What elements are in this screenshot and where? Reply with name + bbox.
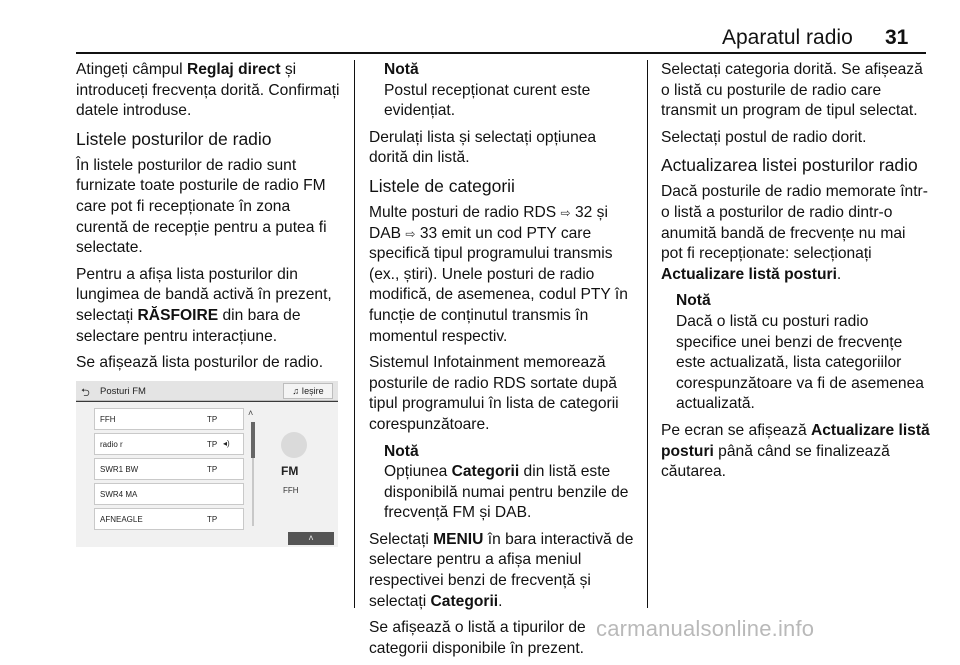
page-number: 31 xyxy=(885,26,909,49)
station-row: AFNEAGLE TP xyxy=(94,508,244,530)
paragraph: Se afișează lista posturilor de radio. xyxy=(76,354,324,372)
column-1 xyxy=(76,60,346,380)
paragraph: Selectați postul de radio dorit. xyxy=(661,128,867,146)
page-reference-icon: ⇨ xyxy=(405,226,416,241)
paragraph: Se afișează o listă a tipurilor de categorii disponibile în prezent. xyxy=(369,619,586,657)
note-block: Notă Postul recepționat curent este evidențiat. xyxy=(384,61,591,120)
chevron-up-icon: ˄ xyxy=(248,408,254,418)
band-label: FM xyxy=(281,464,299,478)
paragraph: Selectați categoria dorită. Se afișează o listă cu posturile de radio care transmit un program de tipul selectat. xyxy=(661,61,923,120)
back-arrow-icon: ⮌ xyxy=(81,387,90,399)
station-row: radio r TP ◂) xyxy=(94,433,244,455)
note-block: Notă Opțiunea Categorii din listă este disponibilă numai pentru benzile de frecvență FM și DAB. xyxy=(384,442,629,522)
page-reference-icon: ⇨ xyxy=(560,205,571,220)
chevron-up-icon: ˄ xyxy=(288,532,334,545)
station-row: SWR1 BW TP xyxy=(94,458,244,480)
scrollbar xyxy=(248,408,258,532)
exit-button: ♫ Ieșire xyxy=(283,383,333,399)
paragraph: Pe ecran se afișează Actualizare listă posturi până când se finalizează căutarea. xyxy=(661,421,930,481)
music-note-icon: ♫ xyxy=(292,386,300,396)
heading-station-lists: Listele posturilor de radio xyxy=(76,128,272,149)
section-title: Aparatul radio xyxy=(722,26,853,49)
paragraph: În listele posturilor de radio sunt furnizate toate posturile de radio FM care pot fi recepționate în zona curentă de recepție pentru a putea fi selectate. xyxy=(76,156,327,257)
paragraph: Pentru a afișa lista posturilor din lungimea de bandă activă în prezent, selectați RĂSFOIRE din bara de selectare pentru interacțiune. xyxy=(76,265,332,345)
paragraph: Selectați MENIU în bara interactivă de selectare pentru a afișa meniul respectivei benzi de frecvență și selectați Categorii. xyxy=(369,530,634,610)
screen-body xyxy=(76,402,338,547)
speaker-icon: ◂) xyxy=(223,439,230,448)
column-2 xyxy=(369,60,635,665)
note-block: Notă Dacă o listă cu posturi radio specifice unei benzi de frecvențe este actualizată, lista categoriilor corespunzătoare va fi de asemenea actualizată. xyxy=(676,292,924,413)
header-rule xyxy=(76,52,926,54)
page-header xyxy=(0,0,960,52)
globe-icon xyxy=(281,432,307,458)
paragraph: Multe posturi de radio RDS ⇨ 32 și DAB ⇨ 33 emit un cod PTY care specifică tipul programului transmis (ex., știri). Unele posturi de radio modifică, de asemenea, codul PTY în funcție de conținutul transmis în momentul respectiv. xyxy=(369,203,628,345)
column-divider xyxy=(354,60,355,608)
paragraph: Atingeți câmpul Reglaj direct și introduceți frecvența dorită. Confirmați datele introduse. xyxy=(76,61,340,120)
heading-update-station-list: Actualizarea listei posturilor radio xyxy=(661,155,918,176)
paragraph: Dacă posturile de radio memorate într-o listă a posturilor de radio dintr-o anumită bandă de frecvențe nu mai pot fi recepționate: selecționați Actualizare listă posturi. xyxy=(661,183,928,283)
column-divider xyxy=(647,60,648,608)
paragraph: Sistemul Infotainment memorează posturile de radio RDS sortate după tipul programului în lista de categorii corespunzătoare. xyxy=(369,354,619,433)
paragraph: Derulați lista și selectați opțiunea dorită din listă. xyxy=(369,128,597,167)
column-3 xyxy=(661,60,931,489)
station-row: SWR4 MA xyxy=(94,483,244,505)
heading-category-lists: Listele de categorii xyxy=(369,175,515,196)
current-station: FFH xyxy=(283,486,299,495)
station-list xyxy=(94,408,244,533)
station-row: FFH TP xyxy=(94,408,244,430)
screen-title: Posturi FM xyxy=(100,386,146,397)
screen-top-bar xyxy=(76,381,338,401)
watermark: carmanualsonline.info xyxy=(596,616,815,641)
radio-screen-illustration xyxy=(76,381,338,547)
